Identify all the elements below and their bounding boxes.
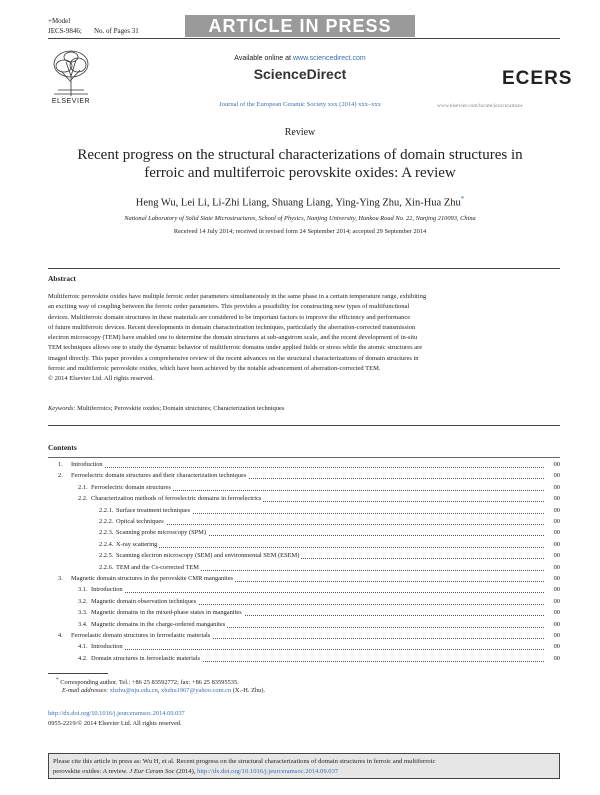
abstract-rule-bottom [48,425,560,426]
affiliation: National Laboratory of Solid State Microstructures, School of Physics, Nanjing University, Hankou Road No. 22, Nanjing 210093, China [124,215,476,222]
toc-title: Scanning probe microscopy (SPM) [116,529,206,537]
toc-title: Magnetic domain structures in the perovskite CMR manganites [71,575,234,582]
cite-journal: J Eur Ceram Soc [129,768,175,775]
email-link-1[interactable]: xhzhu@nju.edu.cn [109,687,158,694]
article-type: Review [284,127,316,138]
footnote-mark: * [56,677,59,683]
toc-page: 00 [553,575,560,582]
toc-title: TEM and the Cs-corrected TEM [116,563,199,571]
corresponding-author-mark[interactable]: * [460,195,465,203]
title-line-1: Recent progress on the structural characterizations of domain structures in [77,147,523,163]
toc-number: 3.3. [78,609,88,617]
toc-number: 2.2.2. [99,518,114,525]
toc-title: Ferroelastic domain structures in ferroelastic materials [71,632,211,639]
toc-page: 00 [553,540,560,548]
cite-line-2 [53,767,555,777]
sciencedirect-url-link[interactable]: www.sciencedirect.com [292,55,366,62]
toc-page: 00 [553,483,560,491]
toc-page: 00 [553,529,560,537]
toc-number: 2.2.3. [99,529,114,537]
toc-number: 3.2. [78,597,88,605]
toc-number: 3.4. [78,620,88,628]
toc-page: 00 [553,654,560,662]
toc-item[interactable] [58,585,560,595]
title-line-2: ferroic and multiferroic perovskite oxides: A review [144,165,456,181]
toc-item[interactable] [58,460,560,470]
toc-title: Magnetic domains in the charge-ordered manganites [91,620,226,628]
toc-leader-dots [116,547,544,548]
toc-page: 00 [553,597,560,605]
toc-item[interactable] [58,608,560,618]
toc-page: 00 [553,472,560,480]
toc-item[interactable] [58,528,560,538]
issn-line: 0955-2219/© 2014 Elsevier Ltd. All rights reserved. [48,720,182,727]
abstract-line: TEM techniques allows one to study the dynamic behavior of multiferroic domains under applied fields or stress while the atomic structures are [48,344,423,352]
contents-heading: Contents [48,443,77,452]
toc-number: 3. [58,575,63,582]
toc-number: 2.1. [78,483,88,491]
toc-number: 4. [58,632,63,639]
toc-number: 2.2.6. [99,563,114,571]
toc-item[interactable] [58,597,560,607]
toc-title: Magnetic domain observation techniques [91,597,197,605]
toc-item[interactable] [58,574,560,584]
cite-year: (2014), [176,768,196,775]
footnote-corresponding [56,677,239,686]
article-in-press-banner: ARTICLE IN PRESS [185,15,415,37]
toc-number: 2.2.4. [99,540,114,548]
toc-item[interactable] [58,631,560,641]
toc-title: Introduction [91,586,123,594]
keywords [48,405,284,412]
toc-page: 00 [553,563,560,571]
corresponding-text: Corresponding author. Tel.: +86 25 83592772; fax: +86 25 83595535. [60,679,239,687]
journal-url[interactable]: www.elsevier.com/locate/jeurceramsoc [437,103,524,109]
toc-title: Scanning electron microscopy (SEM) and environmental SEM (ESEM) [116,552,300,560]
toc-item[interactable] [58,654,560,664]
toc-page: 00 [553,643,560,651]
abstract-body [48,292,560,385]
toc-number: 2. [58,472,63,480]
available-online [0,55,600,62]
toc-page: 00 [553,586,560,594]
cite-line-1: Please cite this article in press as: Wu H, et al. Recent progress on the structural characterizations of domain structures in ferroic and multiferroic [53,758,436,765]
journal-citation: Journal of the European Ceramic Society xxx (2014) xxx–xxx [219,101,381,108]
toc-item[interactable] [58,642,560,652]
toc-title: Characterization methods of ferroelectric domains in ferroelectrics [91,495,262,503]
toc-leader-dots [91,592,544,593]
toc-item[interactable] [58,540,560,550]
toc-item[interactable] [58,517,560,527]
toc-item[interactable] [58,494,560,504]
abstract-line: an exciting way of coupling between the ferroic order parameters. This provides a possibility for constructing new types of multifunctional [48,303,410,311]
toc-page: 00 [553,495,560,503]
footnote-rule [48,673,108,674]
toc-number: 4.1. [78,643,88,651]
email-suffix: (X.-H. Zhu). [232,687,266,694]
doi-link[interactable]: http://dx.doi.org/10.1016/j.jeurceramsoc.2014.09.037 [48,710,185,717]
email-label: E-mail addresses: [62,687,109,694]
ecers-logo: ECERS [502,68,573,89]
toc-page: 00 [553,461,560,468]
toc-page: 00 [553,518,560,525]
abstract-rule-top [48,268,560,269]
toc-title: Domain structures in ferroelastic materials [91,654,200,662]
elsevier-wordmark: ELSEVIER [51,98,91,105]
toc-item[interactable] [58,551,560,561]
toc-title: Surface treatment techniques [116,506,191,514]
abstract-line: of future multiferroic devices. Recent developments in domain characterization techniques, particularly the aberration-corrected transmission [48,323,416,331]
toc-page: 00 [553,632,560,639]
toc-item[interactable] [58,506,560,516]
toc-title: X-ray scattering [116,540,158,548]
toc-title: Magnetic domains in the mixed-phase states in manganites [91,609,242,617]
copyright-line: © 2014 Elsevier Ltd. All rights reserved. [48,375,155,383]
toc-title: Ferroelectric domain structures and their characterization techniques [71,472,247,480]
footnote-emails [62,687,265,694]
toc-page: 00 [553,552,560,560]
model-tag: +Model [48,17,71,25]
header-rule [48,38,560,39]
toc-leader-dots [116,524,544,525]
abstract-heading: Abstract [48,274,76,283]
email-link-2[interactable]: xhzhu1967@yahoo.com.cn [161,687,232,694]
toc-number: 2.2. [78,495,88,503]
toc-number: 1. [58,461,63,468]
toc-title: Optical techniques [116,518,164,525]
abstract-line: ferroic and multiferroic perovskite oxides, which have been achieved by the notable advancement of aberration-corrected TEM. [48,365,381,373]
cite-doi-link[interactable]: http://dx.doi.org/10.1016/j.jeurceramsoc.2014.09.037 [197,768,339,775]
article-dates: Received 14 July 2014; received in revised form 24 September 2014; accepted 29 September 2014 [173,228,427,235]
journal-code: JECS-9846; [48,27,82,35]
cite-title-end: perovskite oxides: A review. [53,768,128,775]
toc-title: Introduction [71,461,103,468]
toc-page: 00 [553,609,560,617]
toc-page: 00 [553,506,560,514]
toc-leader-dots [71,467,544,468]
toc-leader-dots [91,649,544,650]
pages-label: No. of Pages 31 [94,27,139,35]
toc-number: 2.2.1. [99,506,114,514]
author-list: Heng Wu, Lei Li, Li-Zhi Liang, Shuang Liang, Ying-Ying Zhu, Xin-Hua Zhu [135,197,461,209]
toc-number: 4.2. [78,654,88,662]
authors [0,195,600,209]
available-online-prefix: Available online at [234,55,291,62]
toc-title: Ferroelectric domain structures [91,483,171,491]
abstract-line: devices. Multiferroic domain structures in these materials are considered to be important factors to improve the efficiency and performance [48,313,411,321]
abstract-line: Multiferroic perovskite oxides have multiple ferroic order parameters simultaneously in the same phase in a certain temperature range, exhibiting [48,293,427,300]
article-title [0,146,600,182]
email-separator: , [157,687,160,694]
toc-item[interactable] [58,563,560,573]
toc-title: Introduction [91,643,123,651]
keywords-label: Keywords: [48,405,76,412]
cite-box [48,753,560,779]
abstract-line: imaged directly. This paper provides a comprehensive review of the recent advances on the structural characterizations of domain structures in [48,354,419,362]
toc-page: 00 [553,620,560,628]
toc-item[interactable] [58,483,560,493]
toc-item[interactable] [58,471,560,481]
contents-rule [48,457,560,458]
keywords-list: Multiferroics; Perovskite oxides; Domain structures; Characterization techniques [77,405,285,412]
sciencedirect-logo: ScienceDirect [253,66,347,82]
toc-item[interactable] [58,620,560,630]
toc-number: 3.1. [78,586,88,594]
abstract-line: electron microscopy (TEM) have enabled one to determine the domain structures at sub-angstrom scale, and the recent development of in-situ [48,334,418,342]
toc-number: 2.2.5. [99,552,114,560]
